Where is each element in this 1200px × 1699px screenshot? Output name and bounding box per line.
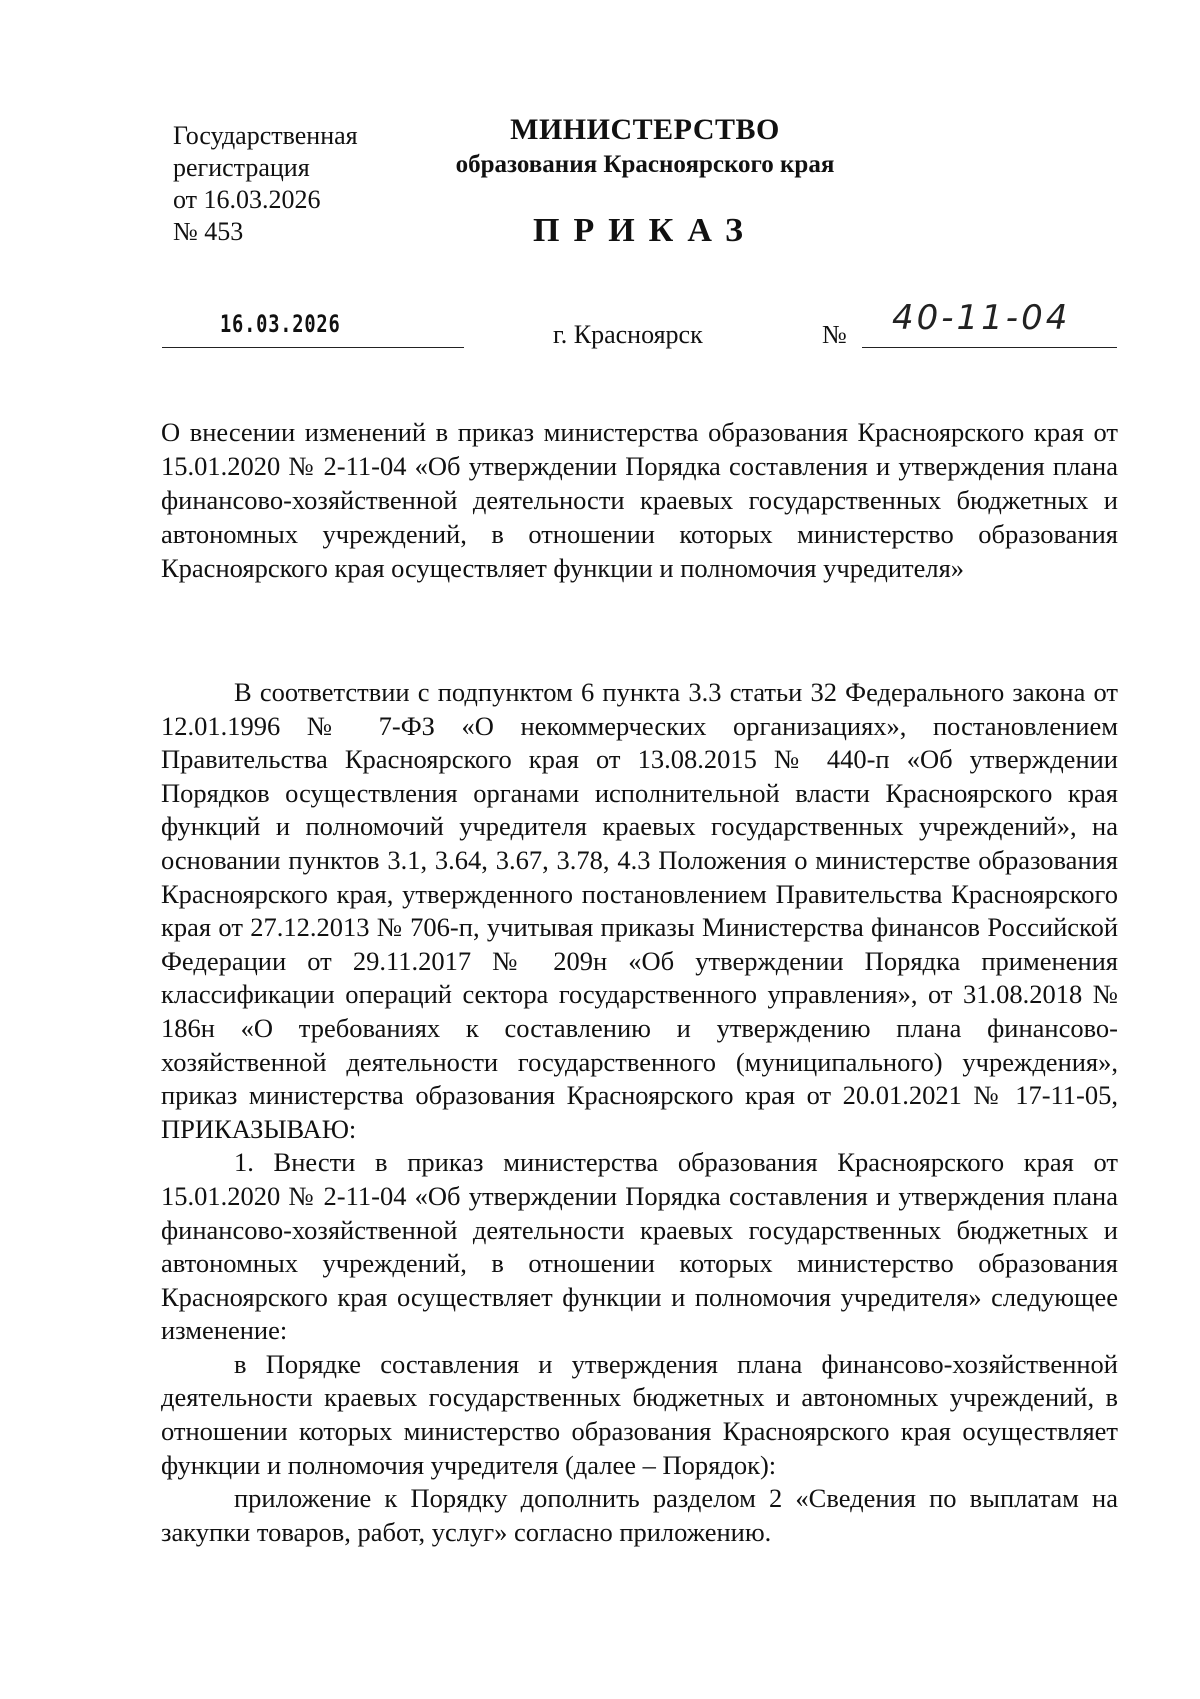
registration-date: от 16.03.2026 xyxy=(173,185,321,214)
number-sign: № xyxy=(822,320,847,349)
body-paragraph-order: в Порядке составления и утверждения плана финансово-хозяйственной деятельности краевых государственных бюджетных и автономных учреждений, в отношении которых министерство образования Красноярского края осуществляет функции и полномочия учредителя (далее – Порядок): xyxy=(161,1348,1118,1480)
order-body xyxy=(161,676,1118,1549)
ministry-header xyxy=(420,112,870,182)
document-type: ПРИКАЗ xyxy=(533,212,757,249)
ministry-title: МИНИСТЕРСТВО xyxy=(510,113,780,146)
body-paragraph-item-1: 1. Внести в приказ министерства образования Красноярского края от 15.01.2020 № 2-11-04 «Об утверждении Порядка составления и утверждения плана финансово-хозяйственной деятельности краевых государственных бюджетных и автономных учреждений, в отношении которых министерство образования Красноярского края осуществляет функции и полномочия учредителя» следующее изменение: xyxy=(161,1147,1118,1346)
number-underline xyxy=(862,347,1117,348)
date-underline xyxy=(162,347,464,348)
registration-block xyxy=(173,120,358,248)
city-name: г. Красноярск xyxy=(553,320,703,349)
registration-line-2: регистрация xyxy=(173,153,310,182)
registration-line-1: Государственная xyxy=(173,121,358,150)
order-number-handwritten: 40-11-04 xyxy=(892,298,1071,338)
body-paragraph-preamble: В соответствии с подпунктом 6 пункта 3.3 статьи 32 Федерального закона от 12.01.1996 № 7-ФЗ «О некоммерческих организациях», постановлением Правительства Красноярского края от 13.08.2015 № 440-п «Об утверждении Порядков осуществления органами исполнительной власти Красноярского края функций и полномочий учредителя краевых государственных учреждений», на основании пунктов 3.1, 3.64, 3.67, 3.78, 4.3 Положения о министерстве образования Красноярского края, утвержденного постановлением Правительства Красноярского края от 27.12.2013 № 706-п, учитывая приказы Министерства финансов Российской Федерации от 29.11.2017 № 209н «Об утверждении Порядка применения классификации операций сектора государственного управления», от 31.08.2018 № 186н «О требованиях к составлению и утверждению плана финансово-хозяйственной деятельности государственного (муниципального) учреждения», приказ министерства образования Красноярского края от 20.01.2021 № 17-11-05, ПРИКАЗЫВАЮ: xyxy=(161,677,1118,1144)
date-number-line xyxy=(0,298,1200,356)
body-paragraph-appendix: приложение к Порядку дополнить разделом 2 «Сведения по выплатам на закупки товаров, работ, услуг» согласно приложению. xyxy=(161,1483,1118,1547)
order-date-stamp: 16.03.2026 xyxy=(220,310,341,338)
ministry-subtitle: образования Красноярского края xyxy=(455,151,835,178)
order-title: О внесении изменений в приказ министерства образования Красноярского края от 15.01.2020 № 2-11-04 «Об утверждении Порядка составления и утверждения плана финансово-хозяйственной деятельности краевых государственных бюджетных и автономных учреждений, в отношении которых министерство образования Красноярского края осуществляет функции и полномочия учредителя» xyxy=(161,417,1118,583)
registration-number: № 453 xyxy=(173,217,244,246)
